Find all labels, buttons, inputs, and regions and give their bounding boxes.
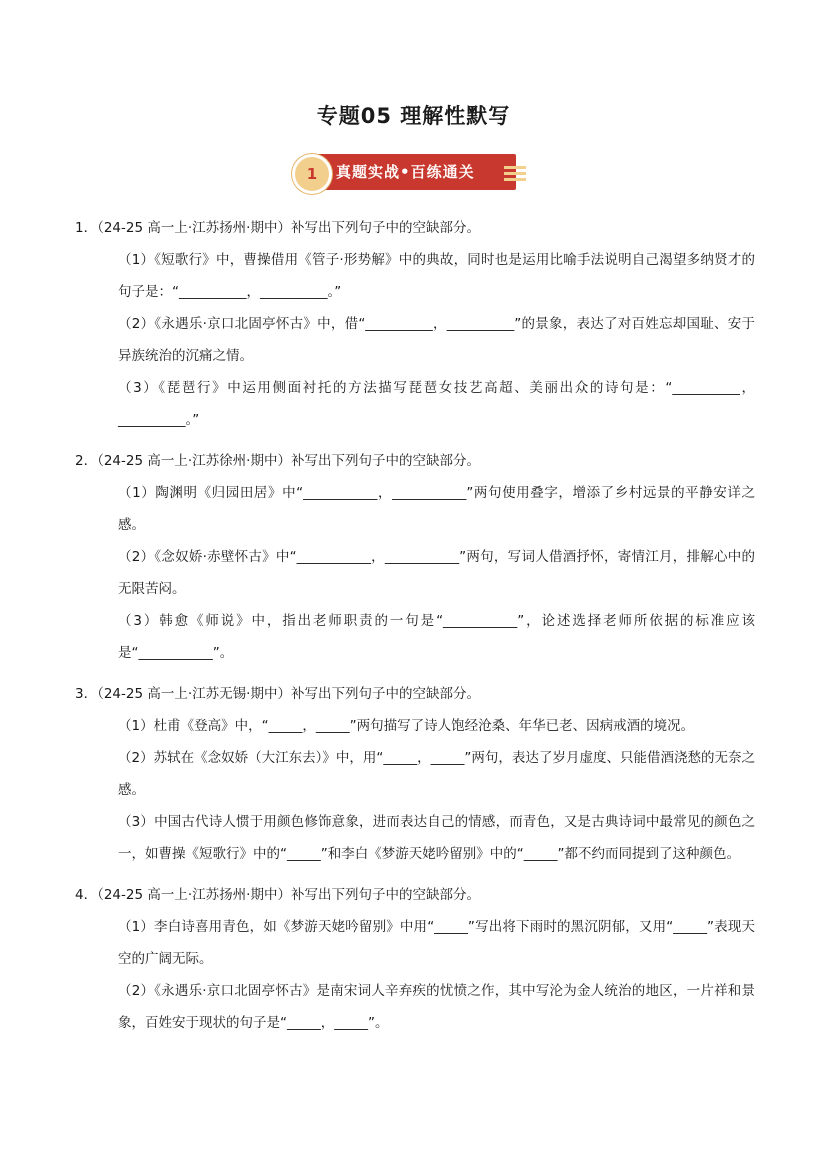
question-stem: 1．（24-25 高一上·江苏扬州·期中）补写出下列句子中的空缺部分。 xyxy=(75,220,480,236)
question-3 xyxy=(75,678,755,870)
page-title: 专题05 理解性默写 xyxy=(316,104,511,128)
question-4 xyxy=(75,879,755,1039)
sub-question: （2）《念奴娇·赤壁怀古》中“___________，___________”两句，写词人借酒抒怀，寄情江月，排解心中的无限苦闷。 xyxy=(118,549,755,597)
question-1 xyxy=(75,212,755,436)
section-banner xyxy=(292,152,532,194)
banner-label: 真题实战•百练通关 xyxy=(336,163,475,181)
question-stem: 3．（24-25 高一上·江苏无锡·期中）补写出下列句子中的空缺部分。 xyxy=(75,686,480,702)
sub-question: （2）苏轼在《念奴娇（大江东去）》中，用“_____，_____”两句，表达了岁月虚度、只能借酒浇愁的无奈之感。 xyxy=(118,750,755,798)
question-list xyxy=(75,212,755,1048)
sub-question: （1）杜甫《登高》中，“_____，_____”两句描写了诗人饱经沧桑、年华已老、因病戒酒的境况。 xyxy=(118,718,695,734)
question-2 xyxy=(75,445,755,669)
banner-stripes-decoration xyxy=(504,166,526,184)
sub-question: （1）陶渊明《归园田居》中“___________，___________”两句使用叠字，增添了乡村远景的平静安详之感。 xyxy=(118,485,755,533)
sub-question: （2）《永遇乐·京口北固亭怀古》中，借“__________，__________”的景象，表达了对百姓忘却国耻、安于异族统治的沉痛之情。 xyxy=(118,316,755,364)
sub-question: （3）中国古代诗人惯于用颜色修饰意象，进而表达自己的情感，而青色，又是古典诗词中最常见的颜色之一，如曹操《短歌行》中的“_____”和李白《梦游天姥吟留别》中的“_____”都不约而同提到了这种颜色。 xyxy=(118,814,755,862)
banner-number-badge: 1 xyxy=(292,154,332,194)
question-stem: 2．（24-25 高一上·江苏徐州·期中）补写出下列句子中的空缺部分。 xyxy=(75,453,480,469)
sub-question: （3）《琵琶行》中运用侧面衬托的方法描写琵琶女技艺高超、美丽出众的诗句是：“__________，__________。” xyxy=(118,380,755,428)
sub-question: （2）《永遇乐·京口北固亭怀古》是南宋词人辛弃疾的忧愤之作，其中写沦为金人统治的地区，一片祥和景象，百姓安于现状的句子是“_____，_____”。 xyxy=(118,983,755,1031)
question-stem: 4．（24-25 高一上·江苏扬州·期中）补写出下列句子中的空缺部分。 xyxy=(75,887,480,903)
sub-question: （3）韩愈《师说》中，指出老师职责的一句是“___________”，论述选择老师所依据的标准应该是“___________”。 xyxy=(118,613,755,661)
sub-question: （1）《短歌行》中，曹操借用《管子·形势解》中的典故，同时也是运用比喻手法说明自己渴望多纳贤才的句子是：“__________，__________。” xyxy=(118,252,755,300)
sub-question: （1）李白诗喜用青色，如《梦游天姥吟留别》中用“_____”写出将下雨时的黑沉阴郁，又用“_____”表现天空的广阔无际。 xyxy=(118,919,755,967)
